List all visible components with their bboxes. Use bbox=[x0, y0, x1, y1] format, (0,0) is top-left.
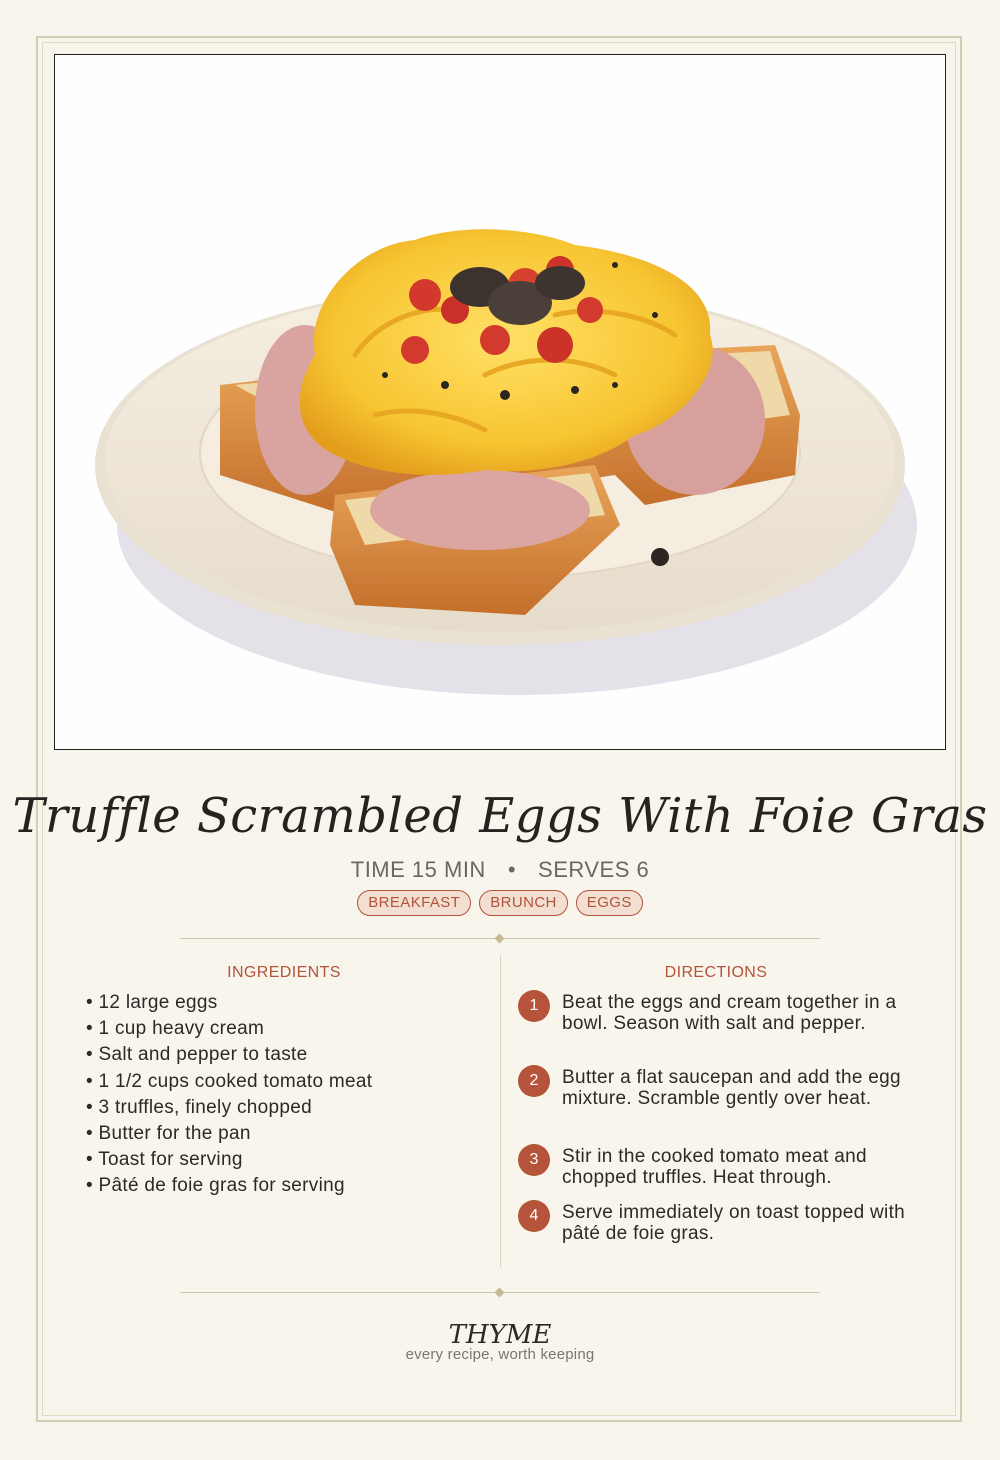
step-number: 4 bbox=[518, 1200, 550, 1232]
ingredient-item: • 1 cup heavy cream bbox=[86, 1016, 372, 1042]
column-divider bbox=[500, 955, 501, 1267]
ingredient-list bbox=[86, 990, 372, 1200]
step-number: 1 bbox=[518, 990, 550, 1022]
ingredient-item: • 12 large eggs bbox=[86, 990, 372, 1016]
tag-breakfast[interactable]: BREAKFAST bbox=[357, 890, 471, 916]
ingredient-item: • Salt and pepper to taste bbox=[86, 1042, 372, 1068]
recipe-title: Truffle Scrambled Eggs With Foie Gras bbox=[12, 788, 988, 844]
step-number: 3 bbox=[518, 1144, 550, 1176]
brand-logo: THYME bbox=[448, 1320, 552, 1350]
tag-brunch[interactable]: BRUNCH bbox=[479, 890, 568, 916]
step-text: Serve immediately on toast topped with pâté de foie gras. bbox=[562, 1202, 906, 1244]
step-number: 2 bbox=[518, 1065, 550, 1097]
ingredients-heading: INGREDIENTS bbox=[227, 964, 341, 981]
step-text: Beat the eggs and cream together in a bowl. Season with salt and pepper. bbox=[562, 992, 897, 1034]
brand-tagline: every recipe, worth keeping bbox=[405, 1346, 595, 1363]
recipe-meta bbox=[0, 857, 1000, 883]
ingredient-item: • Toast for serving bbox=[86, 1147, 372, 1173]
ingredient-item: • 3 truffles, finely chopped bbox=[86, 1095, 372, 1121]
step-text: Stir in the cooked tomato meat and chopped truffles. Heat through. bbox=[562, 1146, 867, 1188]
tag-list bbox=[0, 890, 1000, 916]
ingredient-item: • Butter for the pan bbox=[86, 1121, 372, 1147]
ingredient-item: • Pâté de foie gras for serving bbox=[86, 1173, 372, 1199]
ingredient-item: • 1 1/2 cups cooked tomato meat bbox=[86, 1069, 372, 1095]
time-label: TIME 15 MIN bbox=[350, 857, 486, 882]
serves-label: SERVES 6 bbox=[538, 857, 650, 882]
tag-eggs[interactable]: EGGS bbox=[576, 890, 643, 916]
step-text: Butter a flat saucepan and add the egg mixture. Scramble gently over heat. bbox=[562, 1067, 901, 1109]
directions-heading: DIRECTIONS bbox=[664, 964, 768, 981]
recipe-photo bbox=[54, 54, 946, 750]
meta-separator: • bbox=[507, 857, 517, 882]
